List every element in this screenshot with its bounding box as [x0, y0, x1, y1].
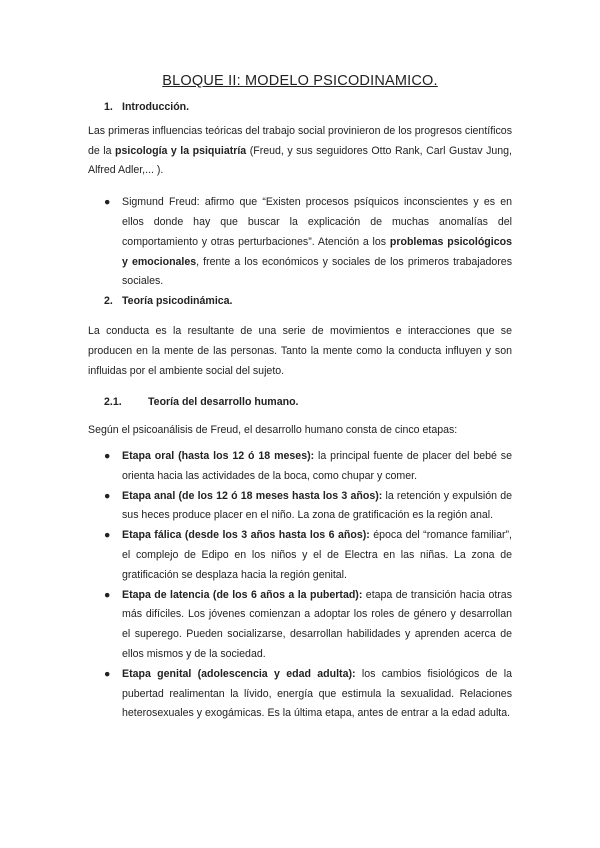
stage-name: Etapa fálica (desde los 3 años hasta los 6 años): — [122, 529, 370, 542]
section-title: Introducción. — [122, 101, 190, 113]
subsection-heading — [88, 393, 512, 413]
freud-text-1: Sigmund Freud: afirmo que “Existen procesos psíquicos inconscientes y es en ellos donde hay que buscar la explicación de muchas anomalías del comportamiento y otras perturbaciones”. Atención a los — [122, 196, 512, 248]
list-item — [100, 586, 512, 665]
stage-text: etapa de transición hacia otras más difíciles. Los jóvenes comienzan a adoptar los roles de género y desarrollan el superego. Pueden socializarse, desarrollan habilidades y aprenden acerca de ellos mismos y de la sociedad. — [122, 588, 512, 660]
stage-text: la retención y expulsión de sus heces produce placer en el niño. La zona de gratificación es la región anal. — [122, 489, 512, 522]
list-item — [100, 193, 512, 292]
bullet-icon: ● — [104, 196, 111, 209]
stage-text: los cambios fisiológicos de la pubertad realimentan la lívido, energía que estimula la sexualidad. Relaciones heterosexuales y exogámicas. Es la última etapa, antes de entrar a la edad adulta. — [122, 667, 512, 720]
stages-list — [100, 447, 512, 724]
intro-text-2: (Freud, y sus seguidores Otto Rank, Carl Gustav Jung, Alfred Adler,... ). — [88, 144, 513, 177]
intro-paragraph — [88, 122, 512, 181]
freud-bold: problemas psicológicos y emocionales — [122, 235, 512, 268]
bullet-icon: ● — [104, 449, 111, 462]
stages-intro: Según el psicoanálisis de Freud, el desarrollo humano consta de cinco etapas: — [88, 424, 458, 437]
stage-name: Etapa oral (hasta los 12 ó 18 meses): — [122, 449, 315, 462]
intro-bold: psicología y la psiquiatría — [115, 144, 247, 157]
page-title: BLOQUE II: MODELO PSICODINAMICO. — [162, 73, 438, 89]
freud-text-2: , frente a los económicos y sociales de los primeros trabajadores sociales. — [122, 255, 512, 288]
intro-text-1: Las primeras influencias teóricas del trabajo social provinieron de los progresos científicos de la — [88, 124, 512, 157]
subsection-title: Teoría del desarrollo humano. — [148, 396, 299, 409]
stage-name: Etapa anal (de los 12 ó 18 meses hasta los 3 años): — [122, 489, 383, 502]
section-title: Teoría psicodinámica. — [122, 295, 233, 308]
stage-text: la principal fuente de placer del bebé se orienta hacia las actividades de la boca, como chupar y comer. — [122, 449, 512, 482]
bullet-icon: ● — [104, 588, 111, 601]
section-heading-introduccion — [88, 98, 512, 118]
stage-text: época del “romance familiar”, el complejo de Edipo en los niños y el de Electra en las niñas. La zona de gratificación se desplaza hacia la región genital. — [122, 529, 512, 581]
bullet-icon: ● — [104, 489, 111, 502]
subsection-number: 2.1. — [104, 396, 122, 409]
section-number: 2. — [104, 295, 113, 308]
list-item — [100, 487, 512, 527]
section-number: 1. — [104, 101, 113, 113]
list-item — [100, 447, 512, 487]
section2-paragraph: La conducta es la resultante de una serie de movimientos e interacciones que se producen en la mente de las personas. Tanto la mente como la conducta influyen y son influidas por el ambiente social del sujeto. — [88, 324, 512, 377]
freud-bullet-list — [100, 193, 512, 292]
stage-name: Etapa genital (adolescencia y edad adulta): — [122, 667, 356, 680]
stage-name: Etapa de latencia (de los 6 años a la pubertad): — [122, 588, 363, 601]
list-item — [100, 526, 512, 585]
bullet-icon: ● — [104, 529, 111, 542]
bullet-icon: ● — [104, 667, 111, 680]
section-heading-teoria — [88, 292, 512, 312]
list-item — [100, 665, 512, 724]
